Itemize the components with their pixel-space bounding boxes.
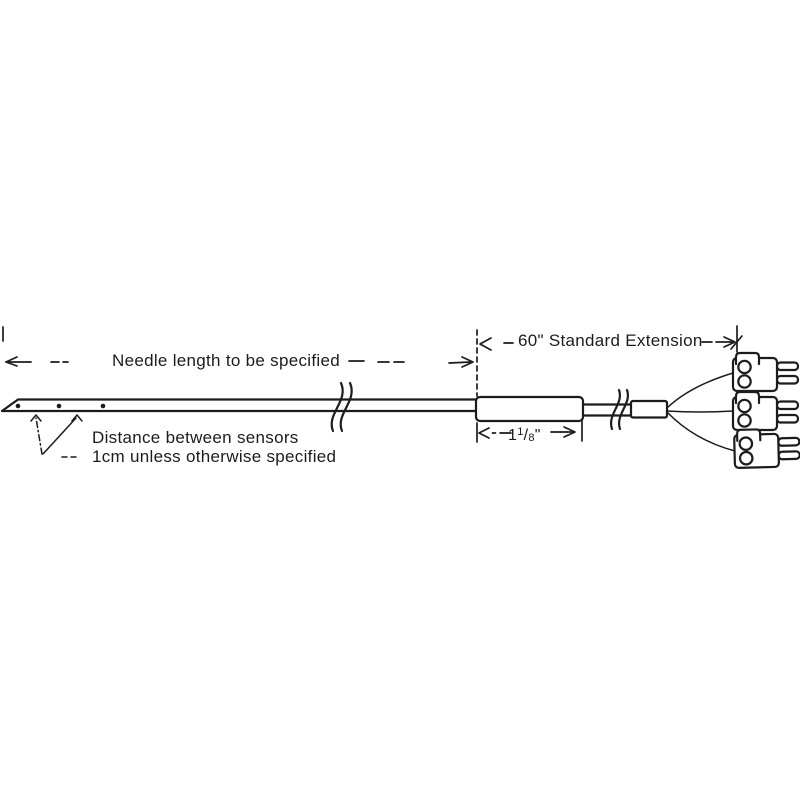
extension-cable	[583, 405, 634, 416]
thermocouple-connector-middle	[733, 392, 798, 430]
hub-dim-numerator: 1	[517, 426, 524, 438]
sensor-note-line2: 1cm unless otherwise specified	[92, 447, 337, 466]
leader-line-dashdot	[36, 418, 42, 454]
connector-pin-bottom	[779, 451, 800, 459]
lead-wire-middle	[667, 411, 733, 412]
thermocouple-connector-top	[733, 353, 798, 391]
needle-probe	[2, 400, 476, 412]
thermocouple-connector-bottom	[734, 428, 800, 468]
hub-dim-slash: /	[523, 427, 529, 444]
hub-dim-unit: "	[534, 427, 541, 444]
probe-handle	[476, 397, 583, 421]
sensor-dot-3	[101, 404, 106, 409]
connector-pin-bottom	[777, 376, 798, 384]
connector-pin-bottom	[777, 415, 798, 423]
lead-wire-top	[667, 373, 733, 408]
connector-pin-top	[777, 402, 798, 410]
hub-dim-whole: 1	[508, 427, 518, 444]
arrow-left-icon	[480, 338, 491, 350]
sensor-dot-2	[57, 404, 62, 409]
needle-break-icon	[332, 383, 352, 431]
connector-pin-top	[778, 438, 799, 446]
extension-label: 60" Standard Extension	[518, 331, 703, 350]
cable-ferrule	[631, 401, 667, 418]
sensor-note	[92, 428, 336, 466]
hub-length-label	[508, 426, 541, 445]
leader-line-solid	[43, 418, 76, 454]
sensor-dot-1	[16, 404, 21, 409]
cable-break-icon	[611, 390, 628, 429]
connector-pin-top	[777, 363, 798, 371]
arrow-left-icon	[479, 428, 489, 438]
needle-length-label: Needle length to be specified	[112, 351, 340, 370]
sensor-note-line1: Distance between sensors	[92, 428, 299, 447]
lead-wire-bottom	[667, 412, 735, 451]
needle-bevel-tip	[2, 400, 18, 412]
hub-dim-denominator: 8	[528, 432, 535, 444]
sensor-spacing-leader	[31, 415, 82, 457]
